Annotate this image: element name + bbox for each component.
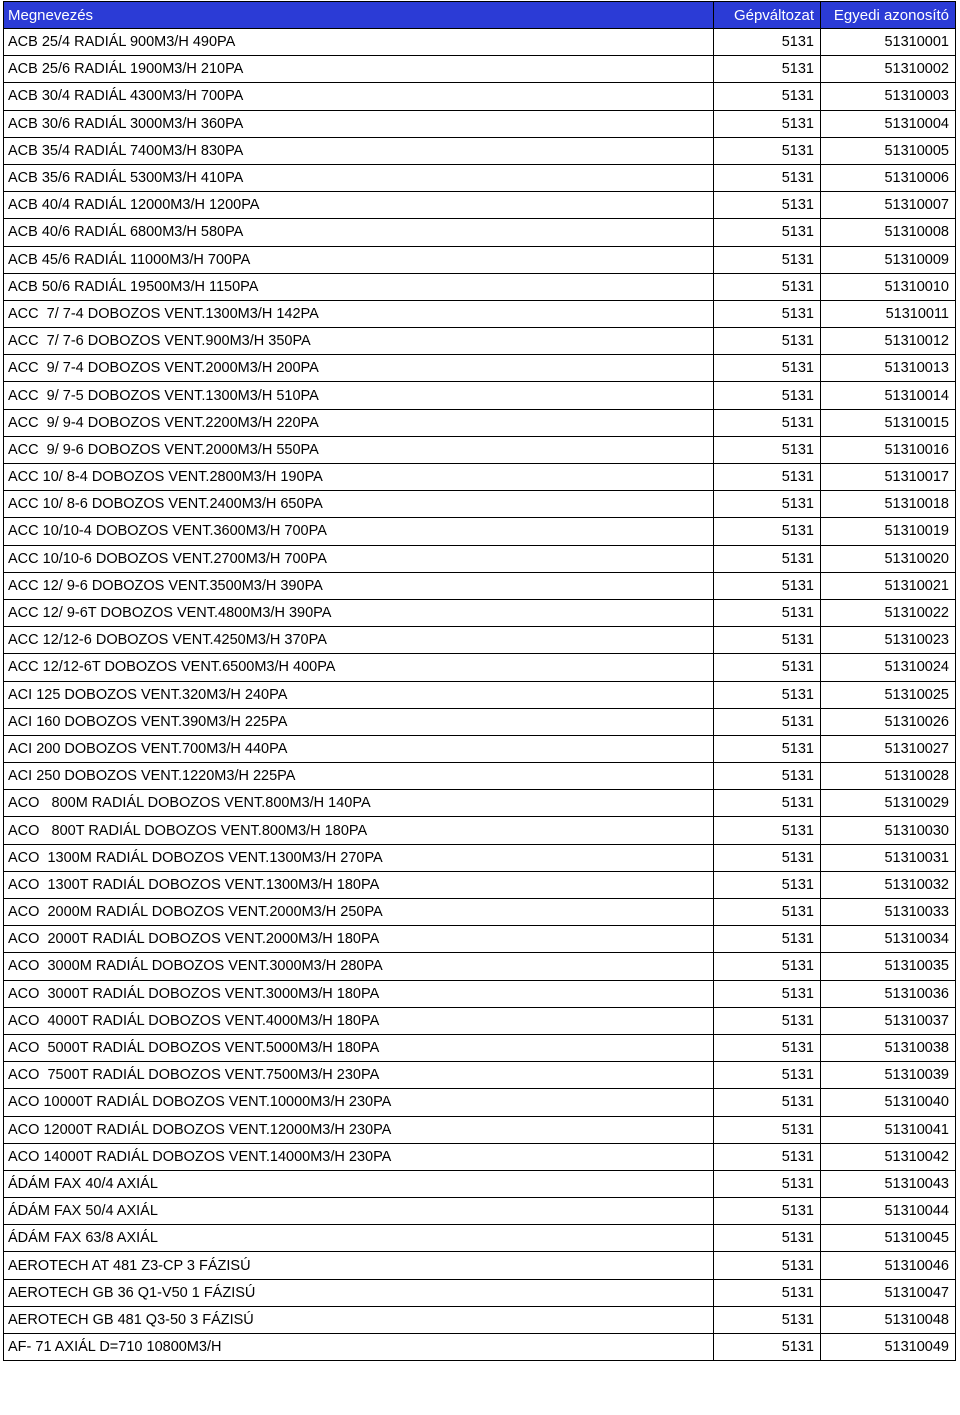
cell-name[interactable]: ACO 3000M RADIÁL DOBOZOS VENT.3000M3/H 280PA [4,953,714,980]
cell-variant[interactable]: 5131 [714,328,821,355]
cell-variant[interactable]: 5131 [714,29,821,56]
cell-id[interactable]: 51310039 [821,1062,956,1089]
cell-variant[interactable]: 5131 [714,980,821,1007]
cell-id[interactable]: 51310034 [821,926,956,953]
cell-id[interactable]: 51310047 [821,1279,956,1306]
cell-name[interactable]: ACI 125 DOBOZOS VENT.320M3/H 240PA [4,681,714,708]
cell-id[interactable]: 51310025 [821,681,956,708]
table-row[interactable] [4,409,956,436]
table-row[interactable] [4,627,956,654]
spreadsheet [3,1,955,1361]
table-row[interactable] [4,980,956,1007]
cell-id[interactable]: 51310027 [821,735,956,762]
cell-id[interactable]: 51310022 [821,599,956,626]
cell-name[interactable]: ACO 800T RADIÁL DOBOZOS VENT.800M3/H 180PA [4,817,714,844]
table-row[interactable] [4,29,956,56]
cell-variant[interactable]: 5131 [714,246,821,273]
cell-variant[interactable]: 5131 [714,1279,821,1306]
cell-variant[interactable]: 5131 [714,1034,821,1061]
cell-name[interactable]: ACC 9/ 7-5 DOBOZOS VENT.1300M3/H 510PA [4,382,714,409]
cell-name[interactable]: ACB 50/6 RADIÁL 19500M3/H 1150PA [4,273,714,300]
cell-name[interactable]: ACI 200 DOBOZOS VENT.700M3/H 440PA [4,735,714,762]
cell-variant[interactable]: 5131 [714,545,821,572]
cell-variant[interactable]: 5131 [714,708,821,735]
cell-name[interactable]: ACB 35/6 RADIÁL 5300M3/H 410PA [4,164,714,191]
cell-id[interactable]: 51310011 [821,300,956,327]
table-row[interactable] [4,654,956,681]
header-id[interactable]: Egyedi azonosító [821,2,956,29]
table-row[interactable] [4,1334,956,1361]
cell-id[interactable]: 51310012 [821,328,956,355]
cell-name[interactable]: ACB 40/6 RADIÁL 6800M3/H 580PA [4,219,714,246]
cell-name[interactable]: AEROTECH AT 481 Z3-CP 3 FÁZISÚ [4,1252,714,1279]
cell-name[interactable]: AEROTECH GB 36 Q1-V50 1 FÁZISÚ [4,1279,714,1306]
cell-name[interactable]: ACO 10000T RADIÁL DOBOZOS VENT.10000M3/H 230PA [4,1089,714,1116]
cell-variant[interactable]: 5131 [714,1089,821,1116]
table-row[interactable] [4,871,956,898]
cell-variant[interactable]: 5131 [714,1143,821,1170]
cell-name[interactable]: ACO 3000T RADIÁL DOBOZOS VENT.3000M3/H 180PA [4,980,714,1007]
cell-variant[interactable]: 5131 [714,382,821,409]
cell-name[interactable]: ACB 35/4 RADIÁL 7400M3/H 830PA [4,137,714,164]
cell-name[interactable]: ÁDÁM FAX 50/4 AXIÁL [4,1198,714,1225]
cell-variant[interactable]: 5131 [714,1007,821,1034]
table-row[interactable] [4,192,956,219]
cell-name[interactable]: ACO 1300M RADIÁL DOBOZOS VENT.1300M3/H 270PA [4,844,714,871]
table-row[interactable] [4,1116,956,1143]
cell-variant[interactable]: 5131 [714,599,821,626]
cell-id[interactable]: 51310049 [821,1334,956,1361]
cell-variant[interactable]: 5131 [714,1225,821,1252]
table-row[interactable] [4,953,956,980]
cell-id[interactable]: 51310015 [821,409,956,436]
cell-name[interactable]: ACC 9/ 7-4 DOBOZOS VENT.2000M3/H 200PA [4,355,714,382]
cell-variant[interactable]: 5131 [714,300,821,327]
cell-id[interactable]: 51310001 [821,29,956,56]
cell-name[interactable]: ACC 10/10-4 DOBOZOS VENT.3600M3/H 700PA [4,518,714,545]
cell-variant[interactable]: 5131 [714,926,821,953]
cell-name[interactable]: ACB 30/4 RADIÁL 4300M3/H 700PA [4,83,714,110]
cell-variant[interactable]: 5131 [714,219,821,246]
cell-id[interactable]: 51310037 [821,1007,956,1034]
product-table [3,1,956,1361]
header-row [4,2,956,29]
cell-name[interactable]: ACB 40/4 RADIÁL 12000M3/H 1200PA [4,192,714,219]
cell-id[interactable]: 51310044 [821,1198,956,1225]
cell-id[interactable]: 51310016 [821,436,956,463]
table-row[interactable] [4,926,956,953]
cell-variant[interactable]: 5131 [714,137,821,164]
cell-id[interactable]: 51310043 [821,1170,956,1197]
header-variant[interactable]: Gépváltozat [714,2,821,29]
cell-name[interactable]: ACB 45/6 RADIÁL 11000M3/H 700PA [4,246,714,273]
table-row[interactable] [4,545,956,572]
table-row[interactable] [4,790,956,817]
table-row[interactable] [4,56,956,83]
table-row[interactable] [4,1143,956,1170]
cell-id[interactable]: 51310014 [821,382,956,409]
cell-id[interactable]: 51310045 [821,1225,956,1252]
cell-variant[interactable]: 5131 [714,654,821,681]
cell-name[interactable]: ACC 12/ 9-6 DOBOZOS VENT.3500M3/H 390PA [4,572,714,599]
cell-name[interactable]: ACO 7500T RADIÁL DOBOZOS VENT.7500M3/H 230PA [4,1062,714,1089]
cell-id[interactable]: 51310029 [821,790,956,817]
cell-id[interactable]: 51310021 [821,572,956,599]
table-row[interactable] [4,328,956,355]
cell-name[interactable]: ACC 12/ 9-6T DOBOZOS VENT.4800M3/H 390PA [4,599,714,626]
table-row[interactable] [4,110,956,137]
table-row[interactable] [4,382,956,409]
cell-name[interactable]: ACO 5000T RADIÁL DOBOZOS VENT.5000M3/H 180PA [4,1034,714,1061]
cell-variant[interactable]: 5131 [714,518,821,545]
cell-id[interactable]: 51310040 [821,1089,956,1116]
table-row[interactable] [4,273,956,300]
cell-variant[interactable]: 5131 [714,1198,821,1225]
table-row[interactable] [4,164,956,191]
table-row[interactable] [4,1062,956,1089]
cell-name[interactable]: ACC 10/ 8-4 DOBOZOS VENT.2800M3/H 190PA [4,464,714,491]
table-row[interactable] [4,899,956,926]
table-row[interactable] [4,1007,956,1034]
cell-id[interactable]: 51310026 [821,708,956,735]
cell-variant[interactable]: 5131 [714,627,821,654]
cell-variant[interactable]: 5131 [714,1062,821,1089]
cell-name[interactable]: ACC 10/ 8-6 DOBOZOS VENT.2400M3/H 650PA [4,491,714,518]
cell-id[interactable]: 51310019 [821,518,956,545]
cell-id[interactable]: 51310048 [821,1306,956,1333]
cell-id[interactable]: 51310030 [821,817,956,844]
cell-name[interactable]: ACC 9/ 9-4 DOBOZOS VENT.2200M3/H 220PA [4,409,714,436]
table-row[interactable] [4,572,956,599]
cell-variant[interactable]: 5131 [714,409,821,436]
cell-id[interactable]: 51310042 [821,1143,956,1170]
table-row[interactable] [4,735,956,762]
cell-id[interactable]: 51310002 [821,56,956,83]
cell-name[interactable]: ACC 7/ 7-6 DOBOZOS VENT.900M3/H 350PA [4,328,714,355]
table-row[interactable] [4,436,956,463]
cell-id[interactable]: 51310020 [821,545,956,572]
cell-id[interactable]: 51310035 [821,953,956,980]
cell-id[interactable]: 51310031 [821,844,956,871]
cell-name[interactable]: ACC 12/12-6T DOBOZOS VENT.6500M3/H 400PA [4,654,714,681]
cell-id[interactable]: 51310013 [821,355,956,382]
cell-id[interactable]: 51310004 [821,110,956,137]
table-row[interactable] [4,1225,956,1252]
cell-variant[interactable]: 5131 [714,1116,821,1143]
cell-id[interactable]: 51310033 [821,899,956,926]
table-row[interactable] [4,1306,956,1333]
cell-variant[interactable]: 5131 [714,110,821,137]
header-name[interactable]: Megnevezés [4,2,714,29]
cell-name[interactable]: ACC 7/ 7-4 DOBOZOS VENT.1300M3/H 142PA [4,300,714,327]
cell-name[interactable]: ÁDÁM FAX 63/8 AXIÁL [4,1225,714,1252]
cell-variant[interactable]: 5131 [714,491,821,518]
cell-name[interactable]: ACB 25/4 RADIÁL 900M3/H 490PA [4,29,714,56]
table-row[interactable] [4,817,956,844]
table-row[interactable] [4,464,956,491]
cell-name[interactable]: ACO 1300T RADIÁL DOBOZOS VENT.1300M3/H 180PA [4,871,714,898]
table-row[interactable] [4,491,956,518]
cell-name[interactable]: ACO 2000M RADIÁL DOBOZOS VENT.2000M3/H 250PA [4,899,714,926]
cell-variant[interactable]: 5131 [714,1252,821,1279]
table-row[interactable] [4,1198,956,1225]
table-row[interactable] [4,1089,956,1116]
cell-id[interactable]: 51310036 [821,980,956,1007]
cell-id[interactable]: 51310028 [821,763,956,790]
cell-name[interactable]: ACI 160 DOBOZOS VENT.390M3/H 225PA [4,708,714,735]
table-row[interactable] [4,763,956,790]
cell-variant[interactable]: 5131 [714,436,821,463]
cell-name[interactable]: ACO 2000T RADIÁL DOBOZOS VENT.2000M3/H 180PA [4,926,714,953]
cell-variant[interactable]: 5131 [714,1306,821,1333]
cell-id[interactable]: 51310007 [821,192,956,219]
cell-variant[interactable]: 5131 [714,192,821,219]
table-row[interactable] [4,137,956,164]
cell-name[interactable]: ACO 12000T RADIÁL DOBOZOS VENT.12000M3/H 230PA [4,1116,714,1143]
table-row[interactable] [4,300,956,327]
table-row[interactable] [4,844,956,871]
cell-variant[interactable]: 5131 [714,572,821,599]
table-row[interactable] [4,1170,956,1197]
cell-variant[interactable]: 5131 [714,953,821,980]
cell-name[interactable]: ACC 12/12-6 DOBOZOS VENT.4250M3/H 370PA [4,627,714,654]
cell-variant[interactable]: 5131 [714,871,821,898]
cell-name[interactable]: ACB 25/6 RADIÁL 1900M3/H 210PA [4,56,714,83]
table-row[interactable] [4,83,956,110]
cell-name[interactable]: ACO 14000T RADIÁL DOBOZOS VENT.14000M3/H 230PA [4,1143,714,1170]
cell-variant[interactable]: 5131 [714,164,821,191]
table-row[interactable] [4,219,956,246]
cell-name[interactable]: ACC 10/10-6 DOBOZOS VENT.2700M3/H 700PA [4,545,714,572]
cell-id[interactable]: 51310032 [821,871,956,898]
cell-variant[interactable]: 5131 [714,355,821,382]
cell-variant[interactable]: 5131 [714,83,821,110]
cell-name[interactable]: AF- 71 AXIÁL D=710 10800M3/H [4,1334,714,1361]
cell-variant[interactable]: 5131 [714,1334,821,1361]
table-row[interactable] [4,708,956,735]
cell-variant[interactable]: 5131 [714,763,821,790]
cell-id[interactable]: 51310008 [821,219,956,246]
table-row[interactable] [4,1252,956,1279]
cell-id[interactable]: 51310018 [821,491,956,518]
cell-id[interactable]: 51310024 [821,654,956,681]
cell-id[interactable]: 51310009 [821,246,956,273]
cell-id[interactable]: 51310023 [821,627,956,654]
cell-variant[interactable]: 5131 [714,273,821,300]
cell-name[interactable]: ACI 250 DOBOZOS VENT.1220M3/H 225PA [4,763,714,790]
cell-variant[interactable]: 5131 [714,817,821,844]
table-row[interactable] [4,355,956,382]
cell-name[interactable]: ACC 9/ 9-6 DOBOZOS VENT.2000M3/H 550PA [4,436,714,463]
cell-name[interactable]: ÁDÁM FAX 40/4 AXIÁL [4,1170,714,1197]
cell-variant[interactable]: 5131 [714,1170,821,1197]
cell-id[interactable]: 51310041 [821,1116,956,1143]
cell-variant[interactable]: 5131 [714,899,821,926]
table-row[interactable] [4,1279,956,1306]
cell-name[interactable]: AEROTECH GB 481 Q3-50 3 FÁZISÚ [4,1306,714,1333]
cell-variant[interactable]: 5131 [714,844,821,871]
cell-id[interactable]: 51310038 [821,1034,956,1061]
table-row[interactable] [4,599,956,626]
cell-variant[interactable]: 5131 [714,790,821,817]
table-row[interactable] [4,1034,956,1061]
table-row[interactable] [4,246,956,273]
cell-variant[interactable]: 5131 [714,735,821,762]
cell-id[interactable]: 51310017 [821,464,956,491]
cell-name[interactable]: ACB 30/6 RADIÁL 3000M3/H 360PA [4,110,714,137]
cell-name[interactable]: ACO 4000T RADIÁL DOBOZOS VENT.4000M3/H 180PA [4,1007,714,1034]
cell-id[interactable]: 51310006 [821,164,956,191]
cell-id[interactable]: 51310003 [821,83,956,110]
cell-id[interactable]: 51310005 [821,137,956,164]
cell-id[interactable]: 51310010 [821,273,956,300]
cell-variant[interactable]: 5131 [714,464,821,491]
cell-variant[interactable]: 5131 [714,681,821,708]
cell-name[interactable]: ACO 800M RADIÁL DOBOZOS VENT.800M3/H 140PA [4,790,714,817]
table-row[interactable] [4,518,956,545]
cell-id[interactable]: 51310046 [821,1252,956,1279]
table-row[interactable] [4,681,956,708]
cell-variant[interactable]: 5131 [714,56,821,83]
